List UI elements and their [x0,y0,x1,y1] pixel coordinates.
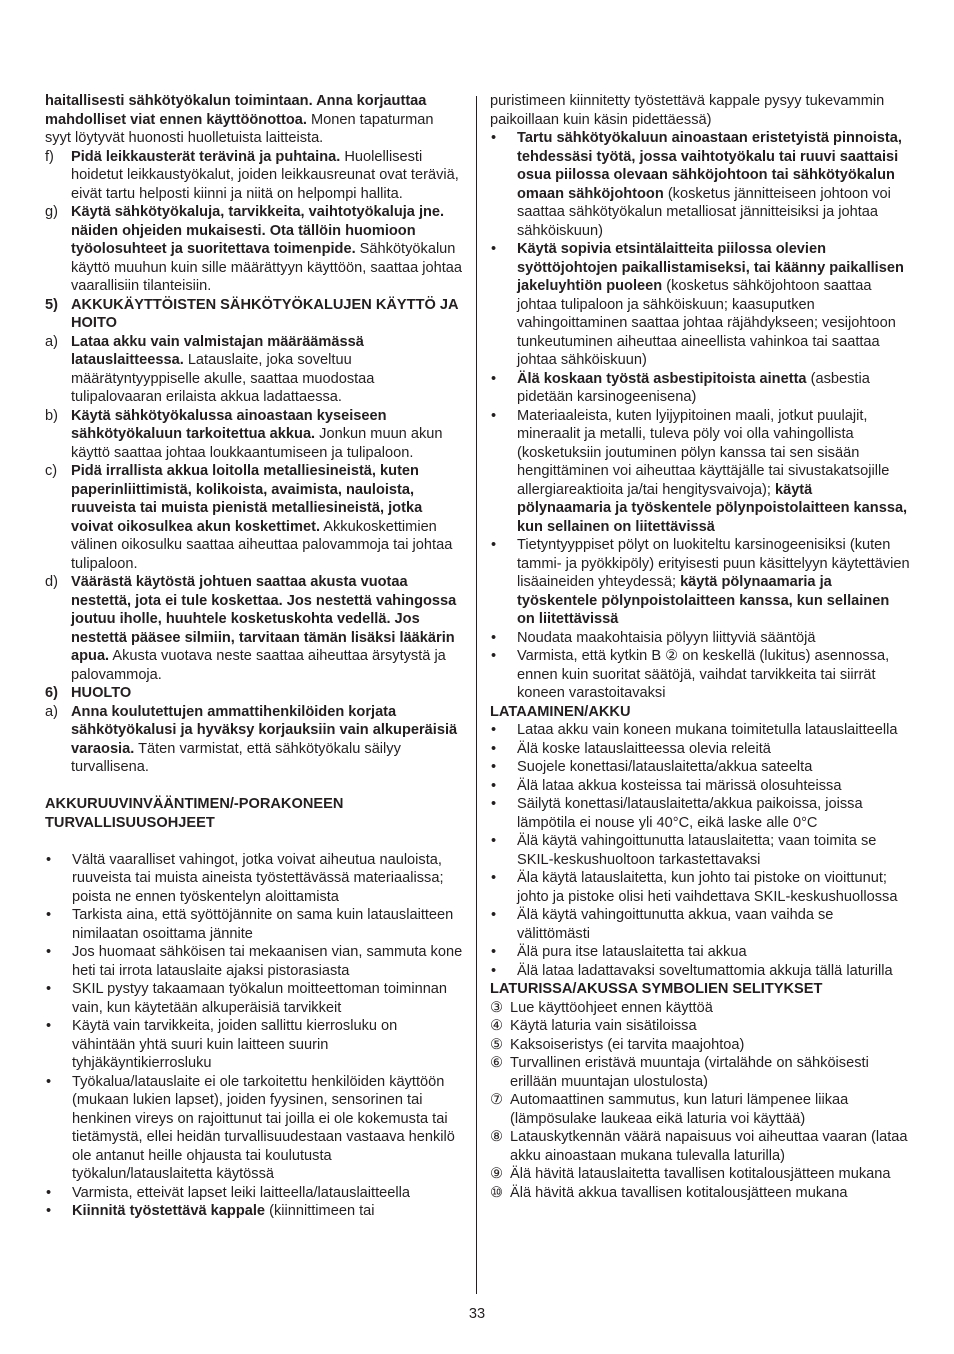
bold-text: Pidä leikkausterät terävinä ja puhtaina. [71,148,341,165]
item-marker: • [491,740,497,757]
item-text [72,980,463,1017]
item-marker: ③ [490,999,504,1016]
bold-text: haitallisesti sähkötyökalun toimintaan. Anna korjauttaa mahdolliset viat ennen käyttöönottoa. [45,93,427,128]
bold-text: HUOLTO [71,685,132,701]
regular-text: Älä käytä vahingoittunutta latauslaitetta; vaan toimita se SKIL-keskushuoltoon tarkastettavaksi [517,833,877,868]
item-text [71,703,463,777]
page-number: 33 [468,1306,486,1322]
item-text [517,832,910,869]
bold-text: Kiinnitä työstettävä kappale [72,1203,266,1219]
bullet-item [490,370,910,407]
item-marker: • [491,130,497,146]
item-text [517,370,910,407]
bullet-item [45,1017,463,1073]
list-item [45,462,463,573]
regular-text: Lataa akku vain koneen mukana toimitetulla latauslaitteella [517,722,898,738]
item-marker: • [491,870,497,886]
bullet-item [490,240,910,370]
item-marker: • [491,370,497,387]
right-column [490,92,910,1202]
bold-text: Anna koulutettujen ammattihenkilöiden korjata sähkötyökalusi ja hyväksy korjauksiin vain alkuperäisiä varaosia. [71,703,458,757]
item-marker: ⑤ [490,1036,504,1053]
item-marker: f) [45,148,54,165]
regular-text: Vältä vaaralliset vahingot, jotka voivat aiheutua nauloista, ruuveista tai muista aineista työstettävässä materiaalissa; poista ne ennen työskentelyn aloittamista [72,851,444,905]
regular-text: Turvallinen eristävä muuntaja (virtalähde on sähköisesti erillään muuntajan ulostulosta) [510,1055,869,1090]
list-item [45,333,463,407]
item-text [517,721,910,740]
item-marker: 6) [45,685,58,701]
bold-text: Lataa akku vain valmistajan määräämässä latauslaitteessa. [71,333,364,368]
symbol-item [490,1165,910,1184]
regular-text: Työkalua/latauslaite ei ole tarkoitettu henkilöiden käyttöön (mukaan lukien lapset), joiden fyysinen, sensorinen tai henkinen vireys on rajoittunut tai joilla ei ole kokemusta tai tietämystä, ellei heidän turvallisuudestaan vastaava henkilö ole antanut heille ohjausta tai koulutusta työkalun/latauslaitetta käytössä [72,1073,455,1182]
bold-text: Käytä sopivia etsintälaitteita piilossa olevien syöttöjohtojen paikallistamiseksi, tai käänny paikallisen jakeluyhtiön puoleen [517,241,904,294]
regular-text: Akusta vuotava neste saattaa aiheuttaa ärsytystä ja palovammoja. [71,648,446,683]
regular-text: Varmista, että kytkin B ② on keskellä (lukitus) asennossa, ennen kuin suoritat säätöjä, vaihdat tarvikkeita tai siirrät koneen varastoitavaksi [517,648,890,701]
bold-text: käytä pölynaamaria ja työskentele pölynpoistolaitteen kanssa, kun sellainen on liitettävissä [517,481,908,535]
bullet-item [490,629,910,648]
regular-text: Käytä laturia vain sisätiloissa [510,1018,697,1034]
bullet-item [490,795,910,832]
item-marker: ⑩ [490,1184,504,1201]
item-text [517,129,910,240]
regular-text: Säilytä konettasi/latauslaitetta/akkua paikoissa, joissa lämpötila ei nouse yli 40°C, eikä laske alle 0°C [517,796,863,831]
regular-text: Jos huomaat sähköisen tai mekaanisen vian, sammuta kone heti tai irrota latauslaite ajaksi pistorasiasta [72,944,463,979]
regular-text: Tietyntyyppiset pölyt on luokiteltu karsinogeenisiksi (kuten tammi- ja pyökkipöly) erityisesti puun käsittelyyn käytettävien lisäaineiden yhteydessä; [517,537,910,590]
regular-text: Älä lataa ladattavaksi soveltumattomia akkuja tällä laturilla [517,962,893,979]
item-marker: • [491,407,497,424]
regular-text: puristimeen kiinnitetty työstettävä kappale pysyy tukevammin paikoillaan kuin käsin pidettäessä) [490,93,885,128]
item-marker: • [46,907,52,923]
item-text [71,148,463,204]
item-text [72,851,463,907]
item-text [71,684,463,703]
bold-text: Käytä sähkötyökaluja, tarvikkeita, vaihtotyökaluja jne. näiden ohjeiden mukaisesti. Ota tällöin huomioon työolosuhteet ja suoritettava toimenpide. [71,204,445,257]
regular-text: Varmista, etteivät lapset leiki laitteella/latauslaitteella [72,1184,410,1201]
regular-text: Monen tapaturman syyt löytyvät huonosti huolletuista laitteista. [45,111,434,146]
item-text [517,869,910,906]
left-column [45,92,463,1221]
item-marker: • [491,241,497,257]
item-marker: c) [45,463,58,479]
item-text [510,1184,910,1203]
item-marker: • [46,851,52,868]
regular-text: Akkukoskettimien välinen oikosulku saattaa aiheuttaa palovammoja tai johtaa tulipaloon. [71,518,453,572]
item-text [517,758,910,777]
regular-text: Suojele konettasi/latauslaitetta/akkua sateelta [517,759,813,775]
item-marker: ⑥ [490,1055,504,1071]
item-marker: g) [45,204,58,220]
bold-text: AKKUKÄYTTÖISTEN SÄHKÖTYÖKALUJEN KÄYTTÖ JA HOITO [71,296,459,331]
regular-text: Älä käytä vahingoittunutta akkua, vaan vaihda se välittömästi [517,907,834,942]
bullet-item [490,740,910,759]
regular-text: Älä pura itse latauslaitetta tai akkua [517,944,747,960]
regular-text: Älä hävitä latauslaitetta tavallisen kotitalousjätteen mukana [510,1166,891,1182]
spacer [45,777,463,796]
bullet-item [490,777,910,796]
list-item [45,573,463,684]
spacer [45,832,463,851]
item-text [72,1017,463,1073]
item-text [517,647,910,703]
section-heading: LATURISSA/AKUSSA SYMBOLIEN SELITYKSET [490,981,823,997]
regular-text: Lue käyttöohjeet ennen käyttöä [510,999,713,1016]
item-text [45,92,463,148]
regular-text: Noudata maakohtaisia pölyyn liittyviä sääntöjä [517,629,816,646]
item-marker: 5) [45,296,58,313]
column-divider [476,96,477,1294]
item-marker: • [491,759,497,775]
list-item [45,148,463,204]
item-text [517,943,910,962]
symbol-item [490,1184,910,1203]
item-text [510,1036,910,1055]
item-text [517,629,910,648]
item-marker: • [46,1073,52,1090]
list-item [45,203,463,296]
item-marker: • [491,833,497,849]
bullet-item [45,943,463,980]
item-text [517,536,910,629]
item-text [517,740,910,759]
item-marker: • [491,907,497,923]
symbol-item [490,1128,910,1165]
bullet-item [45,906,463,943]
regular-text: SKIL pystyy takaamaan työkalun moitteettoman toiminnan vain, kun käytetään alkuperäisiä tarvikkeit [72,981,448,1016]
bullet-item [490,943,910,962]
item-marker: • [46,1018,52,1034]
bullet-item [490,129,910,240]
bullet-item [490,536,910,629]
section-item [45,296,463,333]
item-text [71,407,463,463]
bullet-item [490,758,910,777]
item-marker: • [491,648,497,664]
item-text [517,795,910,832]
regular-text: Kaksoiseristys (ei tarvita maajohtoa) [510,1036,745,1053]
section-heading: LATAAMINEN/AKKU [490,703,631,720]
item-text [72,943,463,980]
item-text [72,1184,463,1203]
item-marker: • [46,1203,52,1219]
bullet-item [45,851,463,907]
list-item [45,407,463,463]
item-text [72,1202,463,1221]
item-text [71,462,463,573]
bullet-item [45,980,463,1017]
item-marker: • [491,944,497,960]
bullet-item [490,832,910,869]
item-marker: • [491,962,497,979]
symbol-item [490,1091,910,1128]
item-text [510,999,910,1018]
item-text [517,906,910,943]
bullet-item [45,1202,463,1221]
regular-text: Huolellisesti hoidetut leikkaustyökalut, joiden leikkausreunat ovat teräviä, eivät tartu helposti kiinni ja niitä on helpompi hallita. [71,148,459,202]
bullet-item [490,906,910,943]
bold-text: Älä koskaan työstä asbestipitoista ainetta [517,370,807,387]
item-marker: • [46,981,52,997]
regular-text: Käytä vain tarvikkeita, joiden sallittu kierrosluku on vähintään yhtä suuri kuin laitteen suurin tyhjäkäyntikierrosluku [72,1018,398,1071]
regular-text: Latauskytkennän väärä napaisuus voi aiheuttaa vaaran (lataa akku ainoastaan mukana tulevalla laturilla) [510,1129,908,1164]
item-text [490,92,910,129]
symbol-item [490,999,910,1018]
bullet-item [45,1073,463,1184]
bold-text: Käytä sähkötyökalussa ainoastaan kyseiseen sähkötyökaluun tarkoitettua akkua. [71,407,387,442]
item-text [517,407,910,537]
regular-text: (kosketus jännitteiseen johtoon voi saattaa sähkötyökalun metalliosat jännitteisiksi ja johtaa sähköiskuun) [517,185,891,239]
item-marker: d) [45,574,58,590]
item-text [71,296,463,333]
symbol-item [490,1017,910,1036]
item-text [71,203,463,296]
continued-text [45,92,463,148]
item-text [72,906,463,943]
item-marker: ④ [490,1018,504,1034]
regular-text: (kiinnittimeen tai [265,1203,375,1219]
bold-text: Pidä irrallista akkua loitolla metalliesineistä, kuten paperinliittimistä, kolikoista, avaimista, nauloista, ruuveista tai muista pienistä metalliesineistä, jotka voivat oikosulkea akun koskettimet. [71,463,423,535]
item-text [517,962,910,981]
regular-text: (asbestia pidetään karsinogeenisena) [517,370,870,405]
section-heading: AKKURUUVINVÄÄNTIMEN/-PORAKONEEN TURVALLISUUSOHJEET [45,796,344,831]
bullet-item [490,647,910,703]
regular-text: Jonkun muun akun käyttö saattaa johtaa loukkaantumiseen ja tulipaloon. [71,426,443,461]
bold-text: Tartu sähkötyökaluun ainoastaan eristetyistä pinnoista, tehdessäsi työtä, jossa vaihtotyökalu tai ruuvi saattaisi osua piilossa olevaan sähköjohtoon tai sähkötyökalun omaan sähköjohtoon [517,130,902,202]
item-marker: ⑨ [490,1166,504,1182]
regular-text: Älä lataa akkua kosteissa tai märissä olosuhteissa [517,777,842,794]
bold-text: Väärästä käytöstä johtuen saattaa akusta vuotaa nestettä, jota ei tule koskettaa. Jos nestettä vahingossa joutuu iholle, huuhtele kosketuskohta vedellä. Jos nestettä pääsee silmiin, tarvitaan tämän lisäksi lääkärin apua. [71,574,457,664]
item-marker: a) [45,333,58,350]
item-marker: • [46,1184,52,1201]
regular-text: Älä hävitä akkua tavallisen kotitalousjätteen mukana [510,1184,848,1201]
item-marker: ⑦ [490,1092,504,1108]
item-marker: a) [45,703,58,720]
regular-text: Latauslaite, joka soveltuu määrätyntyyppiselle akulle, saattaa muodostaa tulipalovaaran erilaista akkua ladattaessa. [71,352,375,405]
bullet-item [490,962,910,981]
regular-text: Äla käytä latauslaitetta, kun johto tai pistoke on vioittunut; johto ja pistoke olisi heti vaihdettava SKIL-keskushuollossa [517,870,898,905]
bullet-item [490,407,910,537]
item-marker: • [491,722,497,738]
item-marker: • [491,629,497,646]
bullet-item [45,1184,463,1203]
item-marker: • [46,944,52,960]
item-marker: • [491,537,497,553]
item-marker: • [491,796,497,812]
item-marker: b) [45,407,58,424]
item-text [510,1128,910,1165]
item-text [71,573,463,684]
item-marker: ⑧ [490,1129,504,1145]
item-marker: • [491,777,497,794]
section-item [45,684,463,703]
regular-text: Täten varmistat, että sähkötyökalu säilyy turvallisena. [71,740,401,775]
bold-text: käytä pölynaamaria ja työskentele pölynpoistolaitteen kanssa, kun sellainen on liitettävissä [517,574,890,627]
item-text [71,333,463,407]
symbol-item [490,1036,910,1055]
item-text [510,1017,910,1036]
continued-text [490,92,910,129]
regular-text: (kosketus sähköjohtoon saattaa johtaa tulipaloon ja sähköiskuun; kaasuputken vahingoittaminen saattaa johtaa räjähdykseen; vesijohtoon tunkeutuminen aiheuttaa aineellista vahinkoa tai saattaa johtaa sähköiskuun) [517,278,896,368]
item-text [517,240,910,370]
regular-text: Älä koske latauslaitteessa olevia releitä [517,740,771,757]
list-item [45,703,463,777]
item-text [517,777,910,796]
regular-text: Sähkötyökalun käyttö muuhun kuin sille määrättyyn käyttöön, saattaa johtaa vaarallisiin tilanteisiin. [71,241,463,294]
bullet-item [490,721,910,740]
bullet-item [490,869,910,906]
item-text [510,1054,910,1091]
symbol-item [490,1054,910,1091]
regular-text: Tarkista aina, että syöttöjännite on sama kuin latauslaitteen nimilaatan osoittama jännite [72,907,454,942]
item-text [510,1091,910,1128]
item-text [510,1165,910,1184]
item-text [72,1073,463,1184]
regular-text: Automaattinen sammutus, kun laturi lämpenee liikaa (lämpösulake laukeaa eikä laturia voi käyttää) [510,1092,849,1127]
regular-text: Materiaaleista, kuten lyijypitoinen maali, jotkut puulajit, mineraalit ja metalli, tuleva pöly voi olla vahingollista (kosketuksiin joutuminen pölyn kanssa tai sen sisään hengittäminen voi aiheuttaa käyttäjälle tai sivustakatsojille allergiareaktioita ja/tai hengitysvaivoja); [517,407,890,498]
